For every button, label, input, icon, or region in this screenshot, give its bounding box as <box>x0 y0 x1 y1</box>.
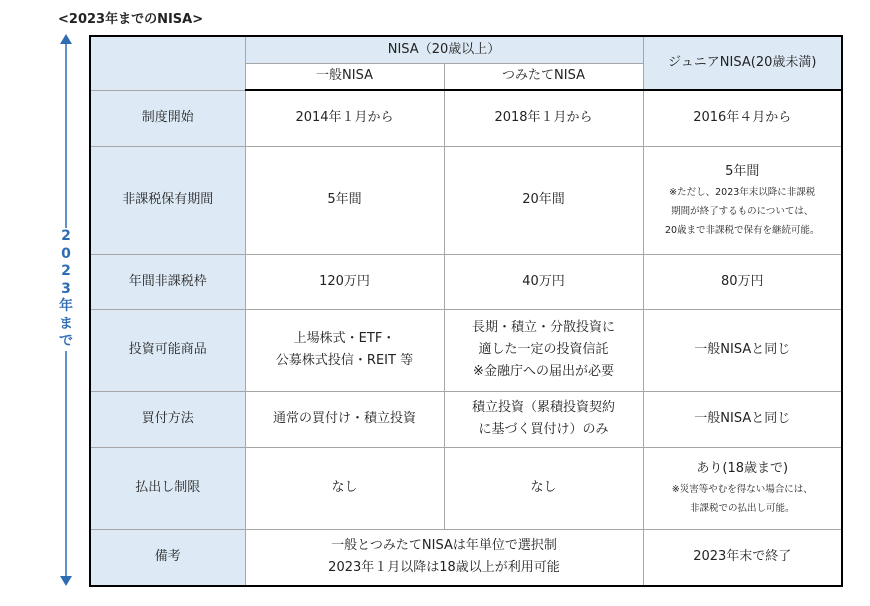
row-header-withdrawal: 払出し制限 <box>90 447 245 529</box>
timeline-char: 2 <box>61 263 71 279</box>
timeline-char: で <box>59 333 73 349</box>
header-tsumitate-nisa: つみたてNISA <box>444 63 643 90</box>
timeline-char: 3 <box>61 280 71 297</box>
remarks-nisa-line-1: 一般とつみたてNISAは年単位で選択制 <box>331 538 557 554</box>
page-title: <2023年までのNISA> <box>58 12 204 27</box>
products-general-line-1: 上場株式・ETF・ <box>293 331 396 346</box>
timeline-char: 2 <box>61 228 71 244</box>
cell-start-junior: 2016年４月から <box>643 90 842 146</box>
period-junior-main: 5年間 <box>725 163 760 179</box>
cell-method-tsumitate <box>444 391 643 447</box>
row-header-period: 非課税保有期間 <box>90 146 245 254</box>
cell-withdrawal-general: なし <box>245 447 444 529</box>
header-general-nisa: 一般NISA <box>245 63 444 90</box>
cell-products-tsumitate <box>444 309 643 391</box>
period-junior-note-2: 期間が終了するものについては、 <box>671 205 814 217</box>
table-row-remarks <box>90 529 842 586</box>
products-tsumitate-line-2: 適した一定の投資信託 <box>478 342 609 357</box>
timeline-char: ま <box>59 315 73 332</box>
cell-method-junior: 一般NISAと同じ <box>643 391 842 447</box>
remarks-nisa-line-2: 2023年１月以降は18歳以上が利用可能 <box>328 560 560 576</box>
cell-start-tsumitate: 2018年１月から <box>444 90 643 146</box>
row-header-remarks: 備考 <box>90 529 245 586</box>
cell-withdrawal-tsumitate: なし <box>444 447 643 529</box>
timeline-char: 年 <box>59 298 73 314</box>
products-tsumitate-line-1: 長期・積立・分散投資に <box>471 320 615 335</box>
period-junior-note-1: ※ただし、2023年末以降に非課税 <box>669 186 816 198</box>
cell-start-general: 2014年１月から <box>245 90 444 146</box>
header-junior-nisa: ジュニアNISA(20歳未満) <box>643 36 842 90</box>
cell-remarks-nisa <box>245 529 643 586</box>
cell-period-general: 5年間 <box>245 146 444 254</box>
cell-limit-general: 120万円 <box>245 254 444 309</box>
table-row-limit <box>90 254 842 309</box>
products-tsumitate-line-3: ※金融庁への届出が必要 <box>473 364 614 379</box>
row-header-limit: 年間非課税枠 <box>90 254 245 309</box>
table-row-start <box>90 90 842 146</box>
method-tsumitate-line-2: に基づく買付け）のみ <box>478 422 609 437</box>
table-row-method <box>90 391 842 447</box>
period-junior-note-3: 20歳まで非課税で保有を継続可能。 <box>664 224 820 236</box>
table-row-products <box>90 309 842 391</box>
withdrawal-junior-note-1: ※災害等やむを得ない場合には、 <box>671 484 813 495</box>
cell-products-general <box>245 309 444 391</box>
method-tsumitate-line-1: 積立投資（累積投資契約 <box>471 400 615 415</box>
withdrawal-junior-main: あり(18歳まで) <box>696 461 789 476</box>
timeline-char: 0 <box>61 245 71 262</box>
cell-period-junior <box>643 146 842 254</box>
timeline-label <box>53 228 79 351</box>
cell-limit-tsumitate: 40万円 <box>444 254 643 309</box>
products-general-line-2: 公募株式投信・REIT 等 <box>275 353 414 368</box>
cell-method-general: 通常の買付け・積立投資 <box>245 391 444 447</box>
row-header-start: 制度開始 <box>90 90 245 146</box>
row-header-method: 買付方法 <box>90 391 245 447</box>
cell-products-junior: 一般NISAと同じ <box>643 309 842 391</box>
cell-limit-junior: 80万円 <box>643 254 842 309</box>
cell-remarks-junior: 2023年末で終了 <box>643 529 842 586</box>
withdrawal-junior-note-2: 非課税での払出し可能。 <box>689 503 795 514</box>
header-row-top <box>90 36 842 63</box>
row-header-products: 投資可能商品 <box>90 309 245 391</box>
arrow-down-icon <box>60 576 72 586</box>
header-nisa-group: NISA（20歳以上） <box>245 36 643 63</box>
table-row-period <box>90 146 842 254</box>
cell-withdrawal-junior <box>643 447 842 529</box>
header-corner-cell <box>90 36 245 90</box>
table-row-withdrawal <box>90 447 842 529</box>
cell-period-tsumitate: 20年間 <box>444 146 643 254</box>
nisa-comparison-table <box>89 35 843 587</box>
